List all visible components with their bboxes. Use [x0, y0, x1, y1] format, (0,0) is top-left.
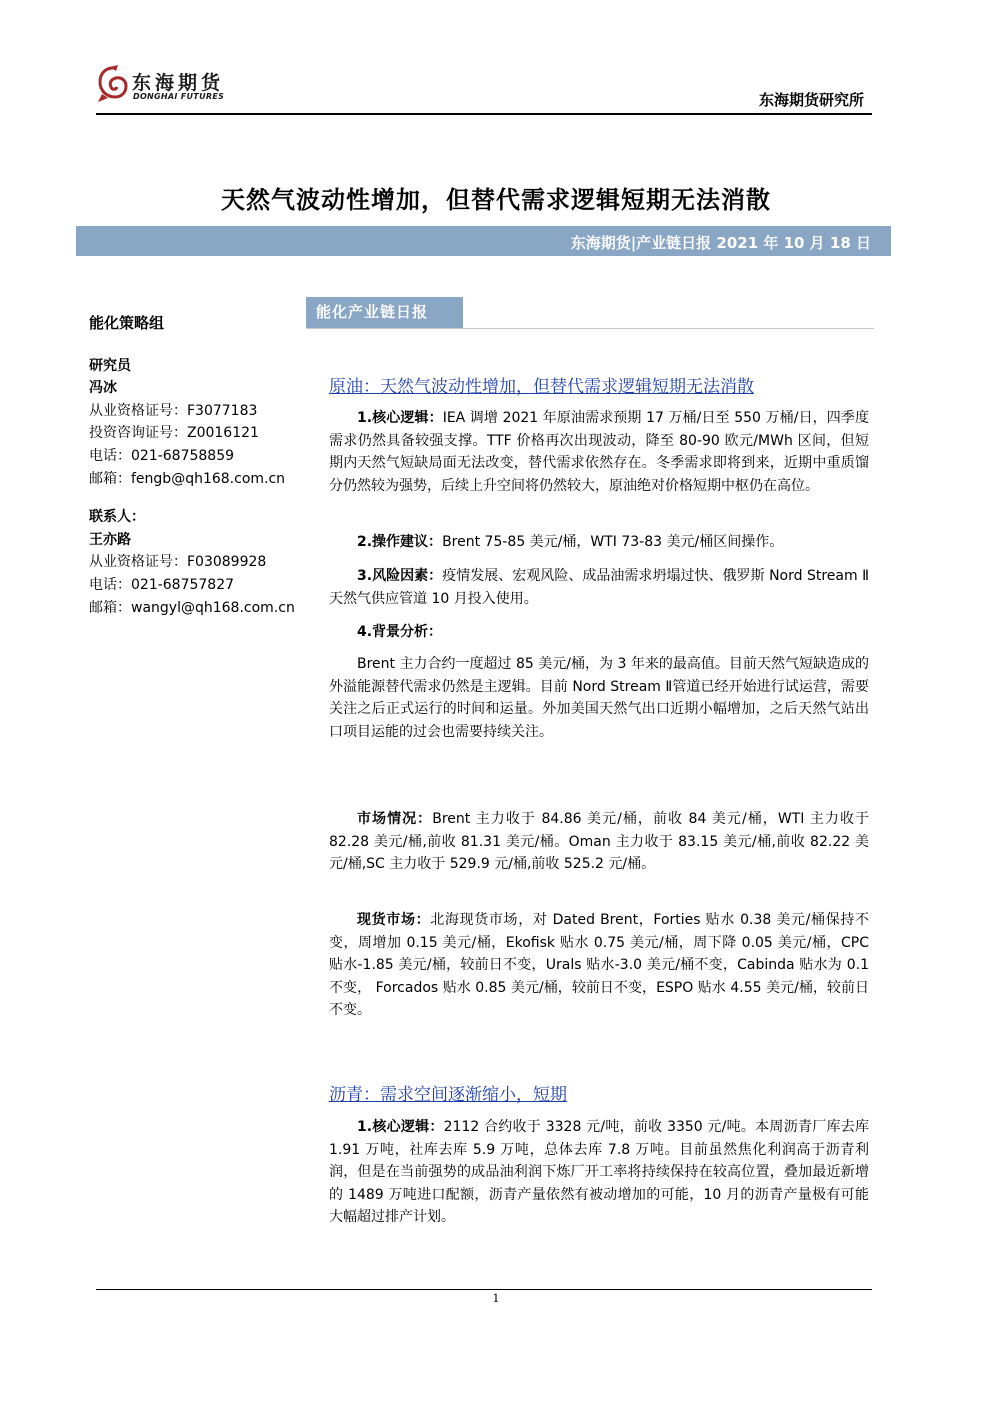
- logo-text-cn: 东海期货: [132, 72, 225, 94]
- contact-label: 联系人：: [89, 509, 145, 526]
- asphalt-core-logic-label: 1.核心逻辑：: [357, 1119, 444, 1135]
- crude-spot-market: [329, 909, 869, 1022]
- researcher-phone: 电话：021-68758859: [89, 447, 235, 464]
- researcher-label: 研究员: [89, 357, 131, 374]
- report-title: 天然气波动性增加，但替代需求逻辑短期无法消散: [221, 185, 771, 214]
- page-number: 1: [492, 1292, 500, 1305]
- crude-market-overview: [329, 808, 869, 876]
- contact-email: 邮箱：wangyl@qh168.com.cn: [89, 599, 295, 616]
- crude-section-title[interactable]: 原油：天然气波动性增加，但替代需求逻辑短期无法消散: [329, 377, 754, 397]
- crude-core-logic-text: IEA 调增 2021 年原油需求预期 17 万桶/日至 550 万桶/日，四季度需求仍然具备较强支撑。TTF 价格再次出现波动，降至 80-90 欧元/MWh 区间，但短期内天然气短缺局面无法改变，替代需求依然存在。冬季需求即将到来，近期中重质馏分仍然较为强势，后续上升空间将仍然较大，原油绝对价格短期中枢仍在高位。: [329, 410, 869, 494]
- report-subtitle: 东海期货|产业链日报 2021 年 10 月 18 日: [570, 234, 871, 252]
- tag-underline: [306, 328, 874, 329]
- contact-name: 王亦路: [89, 531, 131, 548]
- spot-label: 现货市场：: [357, 912, 431, 928]
- crude-advice: [329, 531, 869, 554]
- crude-core-logic: [329, 407, 869, 497]
- crude-risk-label: 3.风险因素：: [357, 568, 443, 584]
- market-text: Brent 主力收于 84.86 美元/桶，前收 84 美元/桶，WTI 主力收于 82.28 美元/桶,前收 81.31 美元/桶。Oman 主力收于 83.15 美元/桶,前收 82.22 美元/桶,SC 主力收于 529.9 元/桶,前收 525.2 元/桶。: [329, 811, 869, 873]
- spot-text: 北海现货市场，对 Dated Brent，Forties 贴水 0.38 美元/桶保持不变，周增加 0.15 美元/桶，Ekofisk 贴水 0.75 美元/桶，周下降 0.05 美元/桶，CPC 贴水-1.85 美元/桶，较前日不变，Urals 贴水-3.0 美元/桶不变，Cabinda 贴水为 0.1 不变， Forcados 贴水 0.85 美元/桶，较前日不变，ESPO 贴水 4.55 美元/桶，较前日不变。: [329, 912, 870, 1019]
- crude-core-logic-label: 1.核心逻辑：: [357, 410, 443, 426]
- header-divider: [96, 113, 872, 115]
- report-category-tag: 能化产业链日报: [306, 297, 463, 328]
- crude-background-text: Brent 主力合约一度超过 85 美元/桶，为 3 年来的最高值。目前天然气短缺造成的外溢能源替代需求仍然是主逻辑。目前 Nord Stream Ⅱ管道已经开始进行试运营，需要关注之后正式运行的时间和运量。外加美国天然气出口近期小幅增加，之后天然气站出口项目运能的过会也需要持续关注。: [329, 656, 869, 740]
- researcher-name: 冯冰: [89, 380, 117, 397]
- dragon-logo-icon: [96, 64, 130, 106]
- logo-text-en: DONGHAI FUTURES: [133, 92, 225, 101]
- market-label: 市场情况：: [357, 811, 433, 827]
- asphalt-section-title[interactable]: 沥青：需求空间逐渐缩小，短期: [329, 1085, 567, 1105]
- team-name: 能化策略组: [89, 314, 165, 332]
- company-logo: [96, 64, 236, 108]
- subtitle-bar: [76, 226, 891, 256]
- crude-background-heading: [329, 621, 869, 644]
- footer-divider: [96, 1289, 872, 1290]
- crude-advice-text: Brent 75-85 美元/桶，WTI 73-83 美元/桶区间操作。: [442, 534, 784, 550]
- asphalt-core-logic-text: 2112 合约收于 3328 元/吨，前收 3350 元/吨。本周沥青厂库去库 1.91 万吨，社库去库 5.9 万吨，总体去库 7.8 万吨。目前虽然焦化利润高于沥青利润，但是在当前强势的成品油利润下炼厂开工率将持续保持在较高位置，叠加最近新增的 1489 万吨进口配额，沥青产量依然有被动增加的可能，10 月的沥青产量极有可能大幅超过排产计划。: [329, 1119, 870, 1226]
- institute-name: 东海期货研究所: [758, 91, 864, 109]
- crude-background-label: 4.背景分析：: [357, 624, 443, 640]
- researcher-cert: 从业资格证号：F3077183: [89, 402, 258, 419]
- researcher-email: 邮箱：fengb@qh168.com.cn: [89, 470, 286, 487]
- contact-cert: 从业资格证号：F03089928: [89, 554, 267, 571]
- researcher-advisory-cert: 投资咨询证号：Z0016121: [89, 425, 259, 442]
- crude-risk: [329, 565, 869, 610]
- asphalt-core-logic: [329, 1116, 869, 1229]
- crude-risk-text: 疫情发展、宏观风险、成品油需求坍塌过快、俄罗斯 Nord Stream Ⅱ天然气供应管道 10 月投入使用。: [329, 568, 869, 607]
- crude-advice-label: 2.操作建议：: [357, 534, 443, 550]
- contact-phone: 电话：021-68757827: [89, 576, 235, 593]
- author-sidebar: [89, 312, 319, 619]
